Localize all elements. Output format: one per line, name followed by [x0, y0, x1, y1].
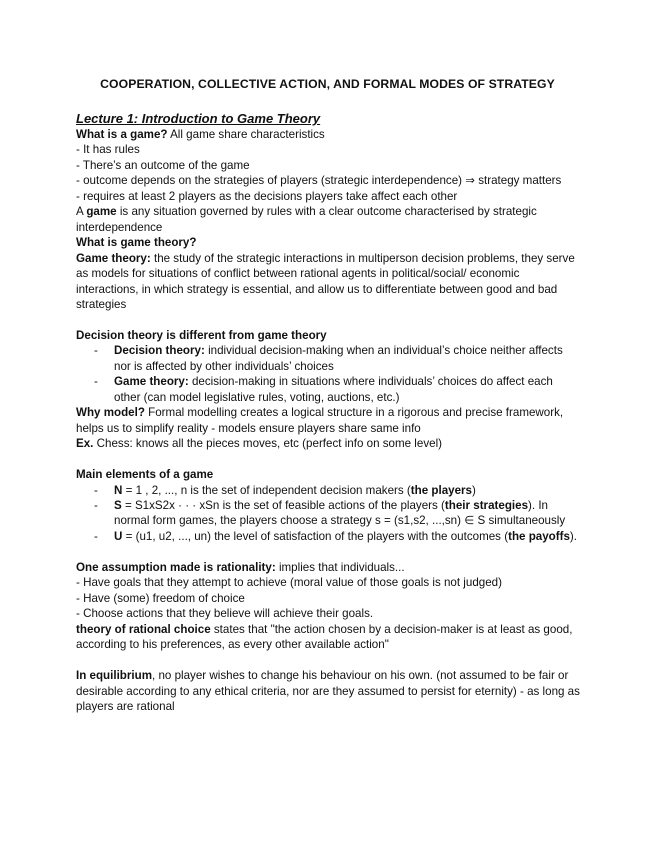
spacer: [76, 312, 581, 328]
rationality-point: - Have goals that they attempt to achieve (moral value of those goals is not judged): [76, 576, 502, 590]
what-is-game-line: What is a game? All game share characteristics: [76, 128, 325, 141]
characteristic-line: - outcome depends on the strategies of players (strategic interdependence) ⇒ strategy matters: [76, 174, 562, 188]
main-elements-heading: Main elements of a game: [76, 468, 214, 482]
what-is-game-theory-heading: What is game theory?: [76, 236, 197, 250]
game-definition: A game is any situation governed by rules with a clear outcome characterised by strategic interdependence: [76, 205, 537, 234]
main-elements-list: [76, 483, 581, 545]
document-body: [76, 111, 581, 714]
list-item: - Game theory: decision-making in situations where individuals’ choices do affect each other (can model legislative rules, voting, auctions, etc.): [76, 374, 581, 405]
list-item: - S = S1xS2x · · · xSn is the set of feasible actions of the players (their strategies). In normal form games, the players choose a strategy s = (s1,s2, ...,sn) ∈ S simultaneously: [76, 498, 581, 529]
lecture-heading: Lecture 1: Introduction to Game Theory: [76, 111, 321, 126]
rational-choice-definition: theory of rational choice states that "the action chosen by a decision-maker is at least as good, according to his preferences, as every other available action": [76, 622, 573, 652]
characteristic-line: - There’s an outcome of the game: [76, 158, 250, 172]
spacer: [76, 653, 581, 669]
what-is-game-heading: What is a game?: [76, 128, 168, 141]
rationality-point: - Choose actions that they believe will achieve their goals.: [76, 607, 374, 621]
spacer: [76, 452, 581, 468]
characteristic-line: - requires at least 2 players as the decisions players take affect each other: [76, 189, 458, 203]
game-theory-definition: Game theory: the study of the strategic interactions in multiperson decision problems, they serve as models for situations of conflict between rational agents in political/social/ economic interactions, in which strategy is essential, and allow us to differentiate between good and bad strategies: [76, 251, 575, 311]
list-item: - Decision theory: individual decision-making when an individual’s choice neither affects nor is affected by other individuals’ choices: [76, 343, 581, 374]
equilibrium-paragraph: In equilibrium, no player wishes to change his behaviour on his own. (not assumed to be fair or desirable according to any ethical criteria, nor are they assumed to persist for eternity) - as long as players are rational: [76, 669, 580, 713]
spacer: [76, 544, 581, 560]
rationality-line: One assumption made is rationality: implies that individuals...: [76, 560, 405, 574]
decision-vs-game-list: [76, 343, 581, 405]
characteristic-line: - It has rules: [76, 143, 140, 157]
list-item: - U = (u1, u2, ..., un) the level of satisfaction of the players with the outcomes (the payoffs).: [76, 529, 581, 544]
decision-theory-heading: Decision theory is different from game theory: [76, 328, 327, 342]
document-title: COOPERATION, COLLECTIVE ACTION, AND FORMAL MODES OF STRATEGY: [100, 77, 555, 91]
list-item: - N = 1 , 2, ..., n is the set of independent decision makers (the players): [76, 483, 581, 498]
why-model-line: Why model? Formal modelling creates a logical structure in a rigorous and precise framework, helps us to simplify reality - models ensure players share same info: [76, 406, 564, 435]
rationality-point: - Have (some) freedom of choice: [76, 591, 245, 605]
example-line: Ex. Chess: knows all the pieces moves, etc (perfect info on some level): [76, 437, 443, 451]
